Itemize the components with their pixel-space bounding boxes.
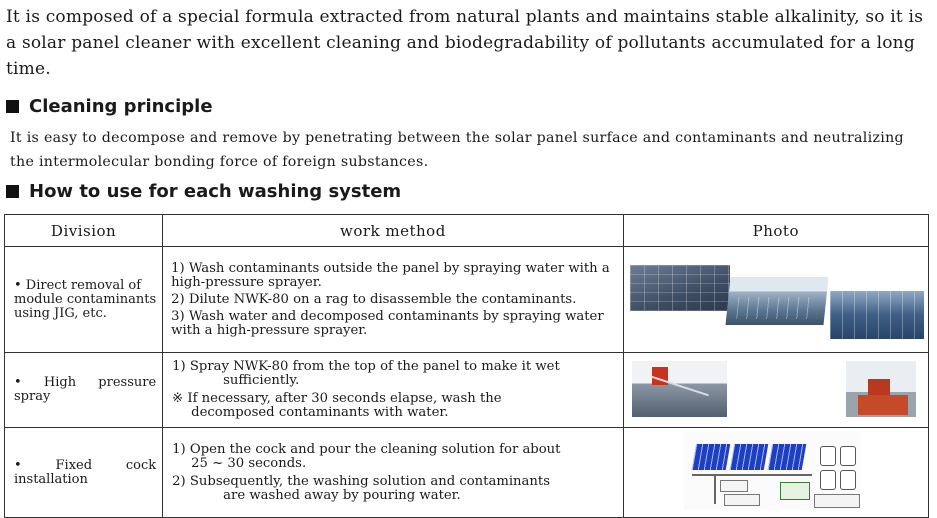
- division-label: spray: [14, 389, 51, 404]
- work-method-cell: [163, 428, 623, 518]
- column-header-photo: Photo: [623, 215, 928, 247]
- table-row: [5, 428, 929, 518]
- division-label: module contaminants using JIG, etc.: [14, 291, 157, 321]
- division-label: • High pressure: [14, 375, 157, 390]
- cleaning-principle-title: Cleaning principle: [29, 96, 213, 117]
- work-method-cell: [163, 247, 623, 353]
- washing-system-heading: [6, 181, 401, 202]
- step-text: 1) Spray NWK-80 from the top of the panel to make it wet: [172, 359, 560, 374]
- step-text: 1) Wash contaminants outside the panel by spraying water with a high-pressure sprayer.: [171, 260, 610, 290]
- label-box: [724, 494, 760, 506]
- table-row: [5, 353, 929, 428]
- step-text: 3) Wash water and decomposed contaminants by spraying water with a high-pressure sprayer.: [171, 308, 604, 338]
- photo-cell: [623, 428, 928, 518]
- pv-panel-shape: [767, 444, 806, 470]
- table-header-row: [5, 215, 929, 247]
- step-text: 2) Subsequently, the washing solution and contaminants: [172, 473, 550, 489]
- controller-box: [780, 482, 810, 500]
- solar-panel-photo: [630, 265, 730, 311]
- step-text: are washed away by pouring water.: [223, 487, 461, 503]
- fixed-cock-system-diagram: [684, 432, 860, 510]
- step-text: sufficiently.: [223, 373, 300, 388]
- note-text: decomposed contaminants with water.: [191, 405, 449, 420]
- tank-shape: [840, 446, 856, 466]
- pipe-line: [692, 474, 812, 476]
- photo-cell: [623, 353, 928, 428]
- intro-paragraph: It is composed of a special formula extracted from natural plants and maintains stable alkalinity, so it is a solar panel cleaner with excellent cleaning and biodegradability of pollutants accumulated for a long time.: [6, 7, 924, 79]
- step-text: 25 ~ 30 seconds.: [191, 455, 307, 471]
- square-bullet-icon: [6, 185, 19, 198]
- tank-shape: [840, 470, 856, 490]
- column-header-work-method: work method: [163, 215, 623, 247]
- tank-shape: [820, 470, 836, 490]
- high-pressure-spray-photo: [846, 361, 916, 417]
- label-box: [814, 494, 860, 508]
- cleaning-principle-heading: [6, 96, 213, 117]
- pipe-line: [714, 474, 716, 504]
- pv-panel-shape: [729, 444, 768, 470]
- solar-panel-photo: [830, 291, 924, 339]
- division-cell: [5, 247, 163, 353]
- note-text: ※ If necessary, after 30 seconds elapse, wash the: [172, 391, 502, 406]
- cleaning-principle-text: It is easy to decompose and remove by penetrating between the solar panel surface and contaminants and neutralizing the intermolecular bonding force of foreign substances.: [10, 130, 904, 170]
- work-method-cell: [163, 353, 623, 428]
- column-header-division: Division: [5, 215, 163, 247]
- square-bullet-icon: [6, 100, 19, 113]
- table-row: [5, 247, 929, 353]
- division-label: • Direct removal of: [14, 277, 142, 293]
- washing-method-table: [4, 214, 929, 518]
- solar-panel-photo: [725, 277, 828, 325]
- label-box: [720, 480, 748, 492]
- photo-cell: [623, 247, 928, 353]
- step-text: 1) Open the cock and pour the cleaning solution for about: [172, 441, 561, 457]
- division-cell: [5, 353, 163, 428]
- tank-shape: [820, 446, 836, 466]
- pv-panel-shape: [691, 444, 730, 470]
- high-pressure-spray-photo: [632, 361, 727, 417]
- step-text: 2) Dilute NWK-80 on a rag to disassemble the contaminants.: [171, 291, 577, 307]
- division-label: • Fixed cock: [14, 457, 157, 473]
- division-label: installation: [14, 471, 88, 487]
- division-cell: [5, 428, 163, 518]
- washing-system-title: How to use for each washing system: [29, 181, 402, 202]
